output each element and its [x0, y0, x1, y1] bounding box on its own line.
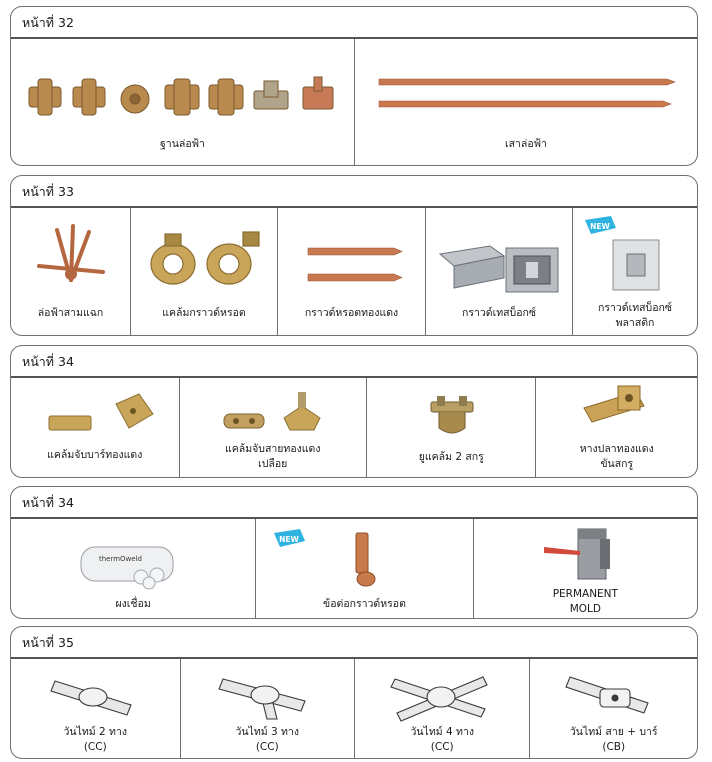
ground-rod-icon [278, 208, 426, 298]
product-plastic-test-box[interactable] [573, 208, 697, 335]
bus-bar-clamp-icon [11, 378, 180, 438]
lug-icon [536, 378, 697, 438]
section-header: หน้าที่ 34 [11, 346, 697, 378]
product-label: เสาล่อฟ้า [505, 138, 547, 150]
product-ground-test-box[interactable] [426, 208, 573, 335]
bus-bar-clamp-icon [180, 378, 368, 438]
cable-splice-icon [11, 659, 181, 723]
product-label: PERMANENT [552, 588, 618, 600]
product-busbar-clamp[interactable] [11, 378, 180, 477]
product-label-line2: (CC) [255, 741, 279, 753]
cable-splice-icon [181, 659, 356, 723]
svg-text:thermOweld: thermOweld [99, 555, 142, 563]
cable-splice-icon [355, 659, 531, 723]
svg-text:NEW: NEW [279, 535, 300, 544]
product-rod-coupler[interactable] [256, 519, 473, 618]
product-weld-powder[interactable] [11, 519, 256, 618]
product-label-line2: (CC) [430, 741, 454, 753]
product-label: วันไทม์ 4 ทาง [410, 726, 474, 738]
product-label: กราวด์เทสบ็อกซ์ [462, 307, 536, 319]
product-onetime-cable-bar[interactable] [530, 659, 697, 758]
product-lightning-base[interactable] [11, 39, 355, 165]
weld-powder-icon [11, 519, 257, 589]
product-label-line2: (CC) [83, 741, 107, 753]
three-prong-air-terminal-icon [11, 208, 131, 298]
product-label-line2: เปลือย [258, 458, 288, 470]
product-onetime-4way[interactable] [355, 659, 530, 758]
ground-rod-icon [355, 39, 698, 129]
test-box-icon [573, 208, 697, 298]
product-label: วันไทม์ 3 ทาง [235, 726, 299, 738]
product-label: กราวด์หรอตทองแดง [304, 307, 399, 319]
product-label: แคล้มจับสายทองแดง [224, 443, 321, 455]
product-permanent-mold[interactable] [474, 519, 697, 618]
product-lightning-rod[interactable] [355, 39, 697, 165]
product-label: แคล้มกราวด์หรอต [162, 307, 246, 319]
section-page-34a [10, 345, 698, 478]
product-rod-clamp[interactable] [131, 208, 278, 335]
section-page-32 [10, 6, 698, 166]
product-label: ล่อฟ้าสามแฉก [37, 307, 104, 319]
product-label: กราวด์เทสบ็อกซ์ [598, 302, 672, 314]
product-label-line2: พลาสติก [615, 317, 655, 329]
svg-text:NEW: NEW [590, 222, 610, 231]
product-label: ฐานล่อฟ้า [160, 138, 205, 150]
coupler-icon [256, 519, 474, 589]
product-onetime-3way[interactable] [181, 659, 355, 758]
product-label: ยูแคล้ม 2 สกรู [418, 451, 484, 463]
rod-clamp-icon [131, 208, 278, 298]
mold-icon [474, 519, 698, 583]
product-three-prong-terminal[interactable] [11, 208, 131, 335]
product-label-line2: ขันสกรู [600, 458, 634, 470]
product-label: วันไทม์ สาย + บาร์ [569, 726, 658, 738]
product-label: ผงเชื่อม [115, 598, 151, 610]
lightning-base-icon [11, 39, 356, 129]
product-onetime-2way[interactable] [11, 659, 181, 758]
product-u-clamp[interactable] [367, 378, 537, 477]
product-copper-lug[interactable] [536, 378, 697, 477]
section-page-34b [10, 486, 698, 619]
product-label: หางปลาทองแดง [579, 443, 654, 455]
product-copper-ground-rod[interactable] [278, 208, 426, 335]
section-header: หน้าที่ 32 [11, 7, 697, 39]
section-page-33 [10, 175, 698, 336]
product-label-line2: MOLD [569, 603, 601, 615]
product-label: วันไทม์ 2 ทาง [63, 726, 127, 738]
product-label-line2: (CB) [602, 741, 626, 753]
product-bare-cable-clamp[interactable] [180, 378, 367, 477]
cable-splice-icon [530, 659, 697, 723]
product-label: แคล้มจับบาร์ทองแดง [47, 449, 143, 461]
section-header: หน้าที่ 35 [11, 627, 697, 659]
u-clamp-icon [367, 378, 537, 442]
product-label: ข้อต่อกราวด์หรอต [323, 598, 406, 610]
section-page-35 [10, 626, 698, 759]
section-header: หน้าที่ 34 [11, 487, 697, 519]
section-header: หน้าที่ 33 [11, 176, 697, 208]
test-box-icon [426, 208, 573, 298]
